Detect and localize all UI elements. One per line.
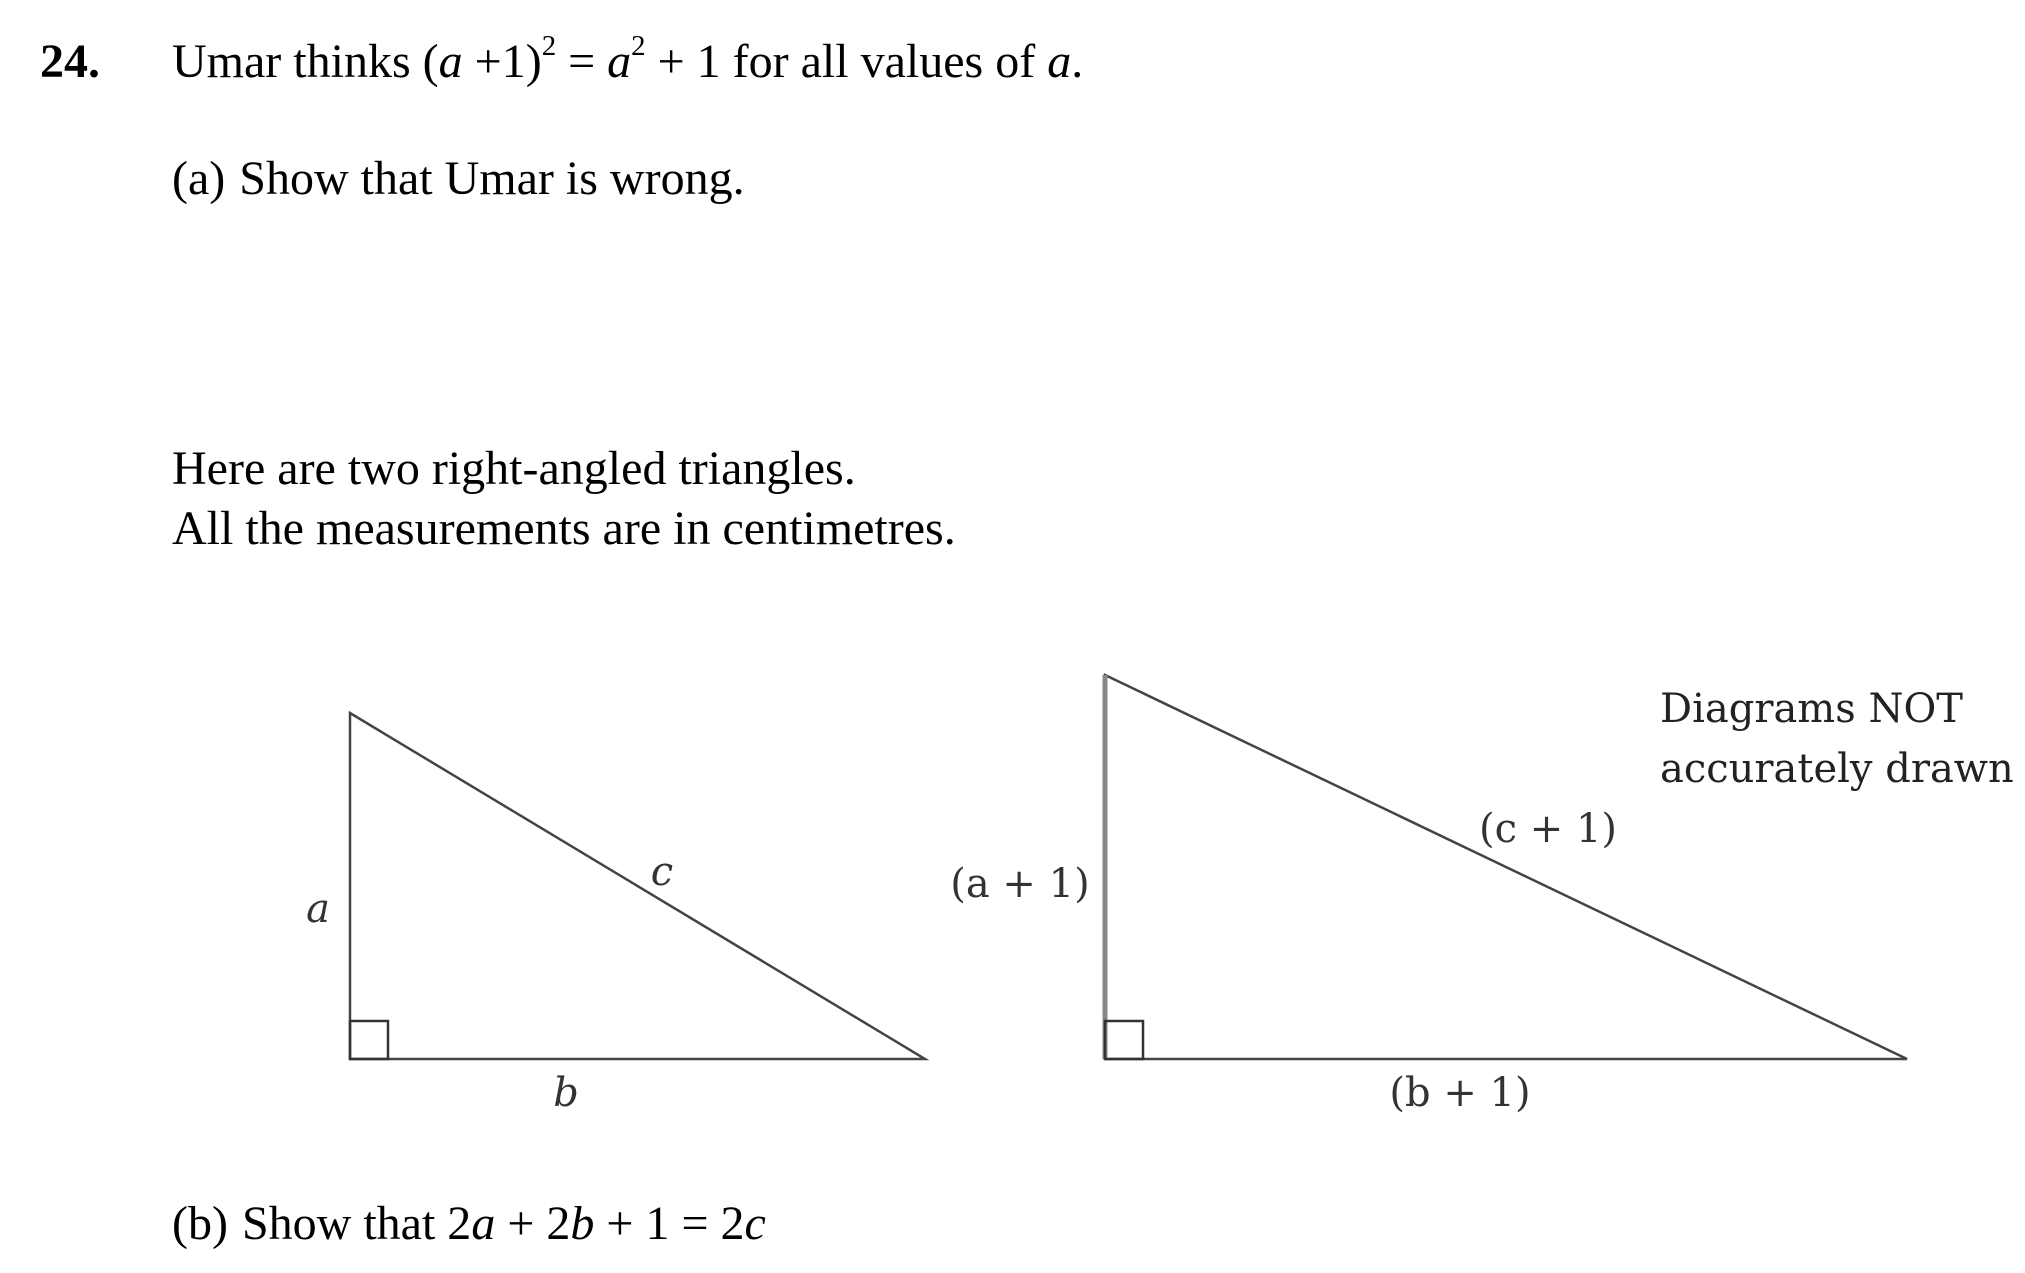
part-b-label: (b) <box>172 1197 228 1250</box>
triangles-intro-line1: Here are two right-angled triangles. <box>172 442 856 495</box>
triangles-intro-line2: All the measurements are in centimetres. <box>172 502 956 555</box>
triangle-2-label-c-plus-1: (c + 1) <box>1478 806 1618 852</box>
part-b: (b) Show that 2a + 2b + 1 = 2c <box>172 1197 766 1250</box>
diagram-note-line1: Diagrams NOT <box>1660 686 1963 732</box>
triangle-1-label-a: a <box>306 886 330 932</box>
triangle-1-label-c: c <box>650 849 674 895</box>
diagram-note-line2: accurately drawn <box>1660 746 2014 792</box>
triangle-2 <box>950 675 1907 1116</box>
part-a-label: (a) <box>172 152 226 205</box>
question-number: 24. <box>40 35 100 88</box>
right-angle-marker <box>350 1021 388 1059</box>
triangle-2-label-b-plus-1: (b + 1) <box>1389 1070 1531 1116</box>
part-a-text: Show that Umar is wrong. <box>239 152 745 205</box>
question-stem: Umar thinks $(a +1)^2 = a^2 + 1$ for all values of a. <box>172 30 1084 88</box>
triangle-1 <box>306 713 925 1116</box>
triangle-2-label-a-plus-1: (a + 1) <box>950 861 1090 907</box>
right-angle-marker <box>1105 1021 1143 1059</box>
triangle-1-label-b: b <box>553 1070 579 1116</box>
